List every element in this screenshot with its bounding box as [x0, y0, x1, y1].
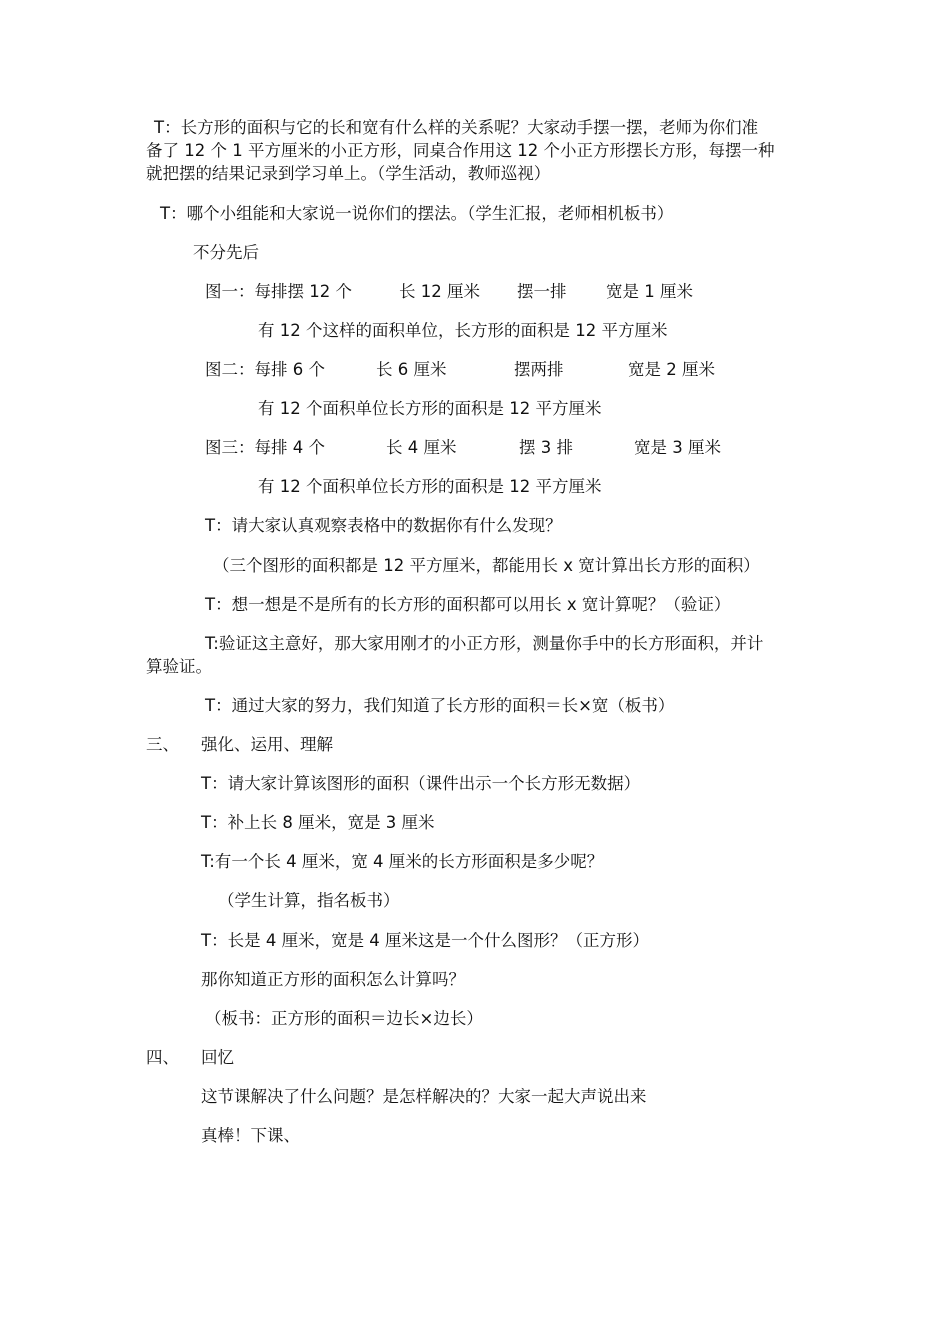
section-4-heading — [0, 1046, 950, 1069]
section-4-title: 回忆 — [201, 1048, 234, 1067]
para-finding: （三个图形的面积都是 12 平方厘米，都能用长 x 宽计算出长方形的面积） — [213, 556, 760, 575]
figure-2-row — [0, 358, 950, 381]
figure-1-rows: 摆一排 — [517, 282, 567, 301]
para-verify-line-2: 算验证。 — [146, 657, 212, 676]
section-3-number: 三、 — [146, 735, 179, 754]
section-3-line-3: T:有一个长 4 厘米，宽 4 厘米的长方形面积是多少呢？ — [201, 852, 604, 871]
section-3-line-2: T：补上长 8 厘米，宽是 3 厘米 — [201, 813, 435, 832]
figure-3-length: 长 4 厘米 — [386, 438, 457, 457]
figure-2-label: 图二：每排 6 个 — [205, 360, 325, 379]
figure-3-label: 图三：每排 4 个 — [205, 438, 325, 457]
para-conclusion: T：通过大家的努力，我们知道了长方形的面积＝长×宽（板书） — [205, 696, 675, 715]
figure-3-summary: 有 12 个面积单位长方形的面积是 12 平方厘米 — [258, 477, 602, 496]
figure-1-width: 宽是 1 厘米 — [606, 282, 693, 301]
para-no-order: 不分先后 — [193, 243, 259, 262]
para-observe: T：请大家认真观察表格中的数据你有什么发现？ — [205, 516, 562, 535]
figure-2-length: 长 6 厘米 — [376, 360, 447, 379]
figure-1-length: 长 12 厘米 — [399, 282, 480, 301]
figure-2-width: 宽是 2 厘米 — [628, 360, 715, 379]
para-intro-line-3: 就把摆的结果记录到学习单上。（学生活动，教师巡视） — [146, 164, 551, 183]
figure-1-row — [0, 280, 950, 303]
section-3-line-7: （板书：正方形的面积＝边长×边长） — [205, 1009, 483, 1028]
section-3-line-6: 那你知道正方形的面积怎么计算吗？ — [201, 970, 465, 989]
section-3-line-1: T：请大家计算该图形的面积（课件出示一个长方形无数据） — [201, 774, 641, 793]
para-intro-line-2: 备了 12 个 1 平方厘米的小正方形，同桌合作用这 12 个小正方形摆长方形，每摆一种 — [146, 141, 775, 160]
para-verify-question: T：想一想是不是所有的长方形的面积都可以用长 x 宽计算呢？（验证） — [205, 595, 731, 614]
figure-3-width: 宽是 3 厘米 — [634, 438, 721, 457]
para-intro-line-1: T：长方形的面积与它的长和宽有什么样的关系呢？大家动手摆一摆，老师为你们准 — [154, 118, 759, 137]
figure-1-summary: 有 12 个这样的面积单位，长方形的面积是 12 平方厘米 — [258, 321, 668, 340]
figure-2-summary: 有 12 个面积单位长方形的面积是 12 平方厘米 — [258, 399, 602, 418]
para-verify-line-1: T:验证这主意好，那大家用刚才的小正方形，测量你手中的长方形面积，并计 — [205, 634, 764, 653]
section-4-line-1: 这节课解决了什么问题？是怎样解决的？大家一起大声说出来 — [201, 1087, 647, 1106]
section-4-number: 四、 — [146, 1048, 179, 1067]
section-3-line-5: T：长是 4 厘米，宽是 4 厘米这是一个什么图形？（正方形） — [201, 931, 650, 950]
section-3-title: 强化、运用、理解 — [201, 735, 333, 754]
section-4-line-2: 真棒！下课、 — [201, 1126, 300, 1145]
section-3-line-4: （学生计算，指名板书） — [218, 891, 400, 910]
section-3-heading — [0, 733, 950, 756]
figure-1-label: 图一：每排摆 12 个 — [205, 282, 352, 301]
figure-3-rows: 摆 3 排 — [519, 438, 573, 457]
para-report: T：哪个小组能和大家说一说你们的摆法。（学生汇报，老师相机板书） — [160, 204, 674, 223]
figure-3-row — [0, 436, 950, 459]
figure-2-rows: 摆两排 — [514, 360, 564, 379]
